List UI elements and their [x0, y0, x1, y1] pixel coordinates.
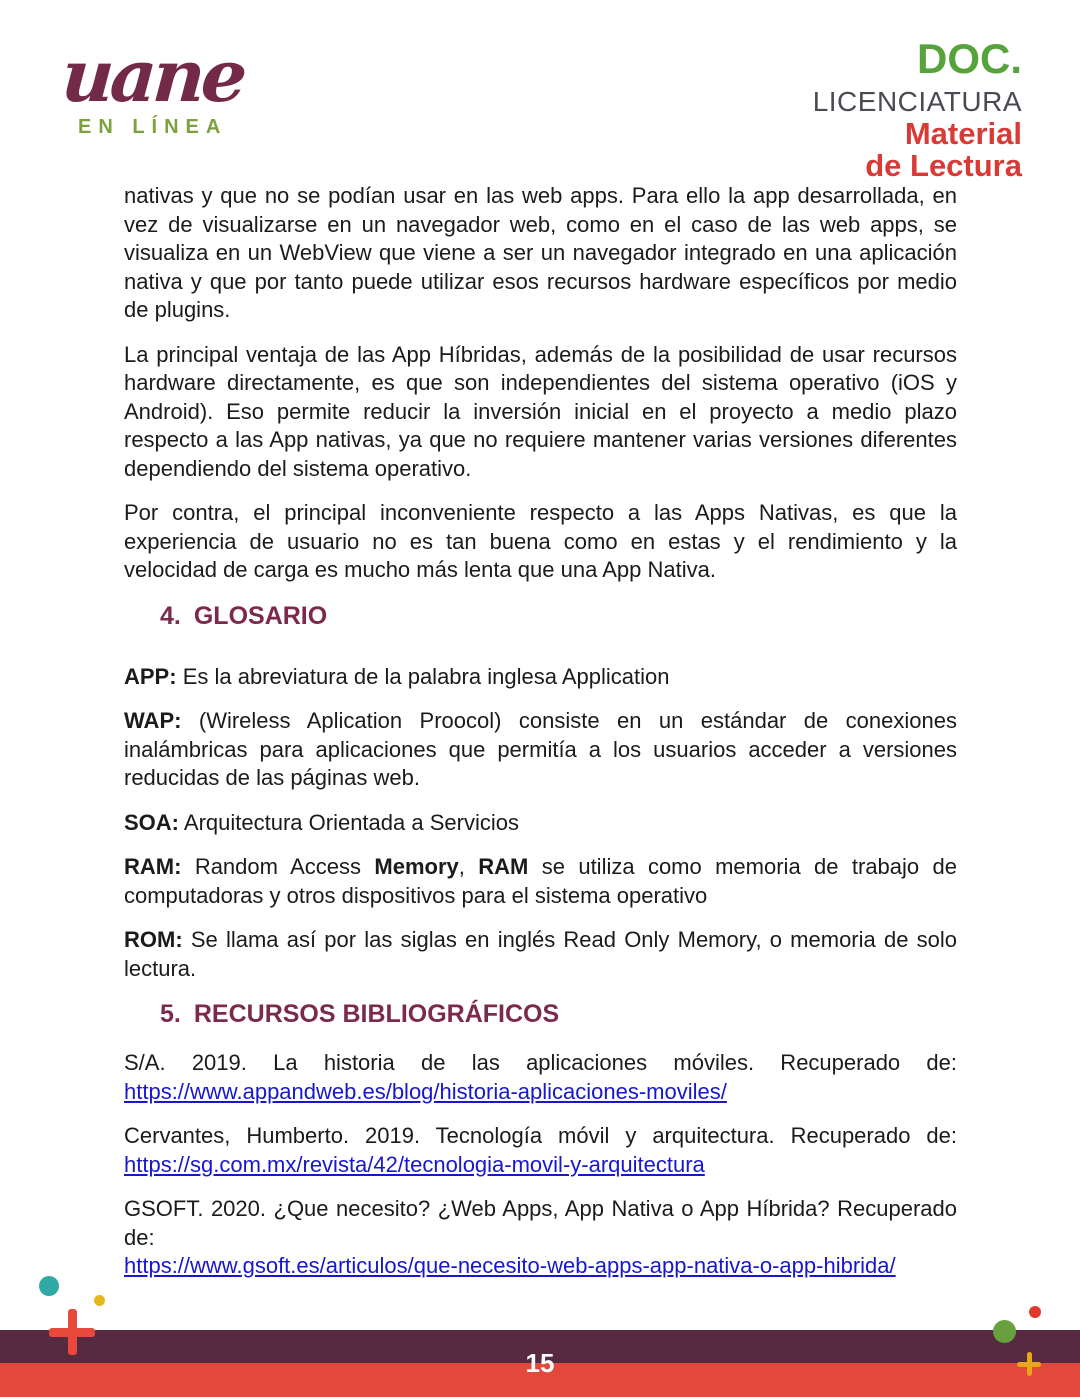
- section-number: 5.: [160, 1000, 181, 1028]
- section-number: 4.: [160, 601, 181, 630]
- glossary-term: SOA:: [124, 809, 179, 835]
- glossary-term: RAM:: [124, 854, 182, 879]
- bibliography-link[interactable]: https://www.appandweb.es/blog/historia-aplicaciones-moviles/: [124, 1078, 727, 1104]
- uane-logo: [59, 33, 247, 139]
- bibliography-link[interactable]: https://www.gsoft.es/articulos/que-necesito-web-apps-app-nativa-o-app-hibrida/: [124, 1253, 896, 1278]
- decoration-yellow-dot: [94, 1295, 105, 1306]
- glossary-entry-wap: [124, 707, 957, 793]
- material-label-line2: de Lectura: [865, 147, 1022, 183]
- glossary-definition: Es la abreviatura de la palabra inglesa Application: [182, 663, 670, 689]
- uane-logo-tagline: EN LÍNEA: [78, 116, 228, 138]
- glossary-definition: Arquitectura Orientada a Servicios: [183, 809, 519, 835]
- section-heading-recursos-bibliograficos: [124, 999, 957, 1029]
- glossary-term: WAP:: [124, 708, 182, 733]
- decoration-red-dot: [1029, 1306, 1041, 1318]
- paragraph-hybrid-drawback: Por contra, el principal inconveniente respecto a las Apps Nativas, es que la experiencia de usuario no es tan buena como en estas y el rendimiento y la velocidad de carga es mucho más lenta que una App Nativa.: [124, 500, 957, 582]
- paragraph-hybrid-advantage: La principal ventaja de las App Híbridas, además de la posibilidad de usar recursos hardware directamente, es que son independientes del sistema operativo (iOS y Android). Eso permite reducir la inversión inicial en el proyecto a medio plazo respecto a las App nativas, ya que no requiere mantener varias versiones diferentes dependiendo del sistema operativo.: [124, 341, 957, 481]
- glossary-entry-ram: [124, 853, 957, 910]
- bibliography-link[interactable]: https://sg.com.mx/revista/42/tecnologia-movil-y-arquitectura: [124, 1151, 705, 1177]
- bibliography-citation: S/A. 2019. La historia de las aplicaciones móviles. Recuperado de:: [124, 1050, 957, 1075]
- bibliography-citation: Cervantes, Humberto. 2019. Tecnología móvil y arquitectura. Recuperado de:: [124, 1123, 957, 1148]
- glossary-definition-bold: Memory: [374, 854, 459, 879]
- glossary-definition-part: Random Access: [194, 854, 375, 879]
- glossary-definition: (Wireless Aplication Proocol) consiste en un estándar de conexiones inalámbricas para aplicaciones que permitía a los usuarios acceder a versiones reducidas de las páginas web.: [124, 708, 957, 790]
- glossary-entry-soa: [124, 809, 957, 838]
- decoration-teal-circle: [39, 1276, 59, 1296]
- glossary-term: ROM:: [124, 927, 183, 952]
- section-title: GLOSARIO: [193, 601, 328, 630]
- bibliography-entry: [124, 1049, 957, 1106]
- bibliography-entry: [124, 1195, 957, 1281]
- glossary-term: APP:: [124, 663, 177, 689]
- document-type-header: [812, 35, 1022, 183]
- glossary-definition-part: se utiliza como memoria de trabajo de computadoras y otros dispositivos para el sistema operativo: [124, 854, 957, 908]
- section-title: RECURSOS BIBLIOGRÁFICOS: [193, 1000, 560, 1028]
- document-body: [124, 182, 957, 1297]
- glossary-definition: Se llama así por las siglas en inglés Read Only Memory, o memoria de solo lectura.: [124, 927, 957, 981]
- section-heading-glosario: [124, 601, 957, 631]
- page-number: 15: [525, 1348, 555, 1378]
- program-label: LICENCIATURA: [812, 86, 1022, 117]
- glossary-entry-rom: [124, 926, 957, 983]
- glossary-entry-app: [124, 663, 957, 692]
- glossary-definition-part: ,: [458, 854, 479, 879]
- doc-label: DOC.: [917, 35, 1022, 82]
- bibliography-entry: [124, 1122, 957, 1179]
- uane-logo-wordmark: uane: [59, 33, 247, 118]
- glossary-definition-bold: RAM: [478, 854, 529, 879]
- paragraph-native-apps: nativas y que no se podían usar en las web apps. Para ello la app desarrollada, en vez de visualizarse en un navegador web, como en el caso de las web apps, se visualiza en un WebView que viene a ser un navegador integrado en una aplicación nativa y que por tanto puede utilizar esos recursos hardware específicos por medio de plugins.: [124, 183, 957, 322]
- decoration-green-circle: [993, 1320, 1016, 1343]
- bibliography-citation: GSOFT. 2020. ¿Que necesito? ¿Web Apps, App Nativa o App Híbrida? Recuperado de:: [124, 1196, 957, 1250]
- material-label-line1: Material: [904, 116, 1022, 152]
